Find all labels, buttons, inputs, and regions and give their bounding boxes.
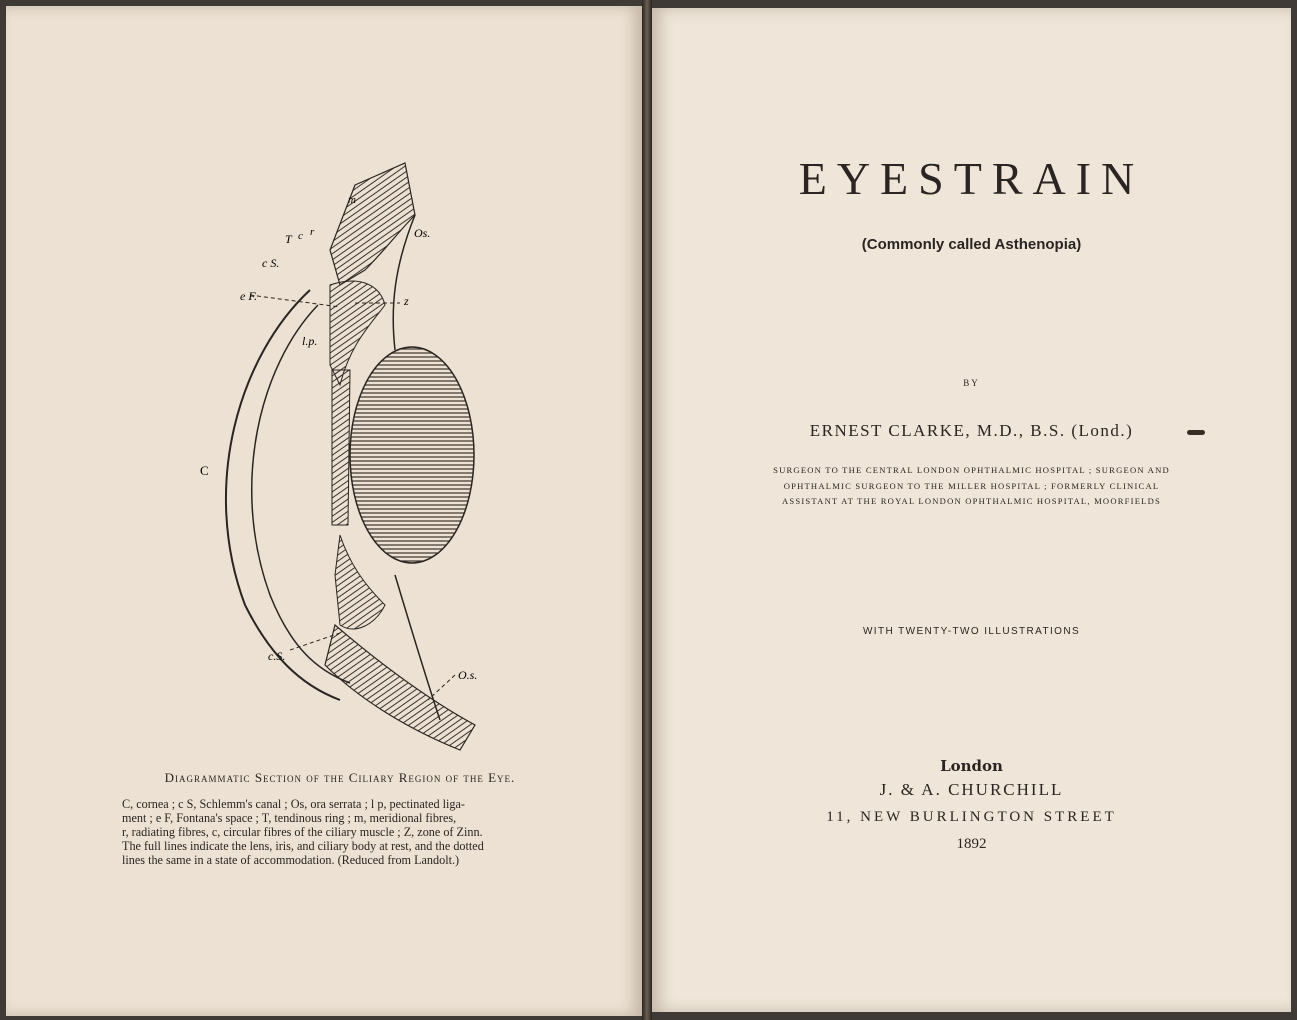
affiliation-line: SURGEON TO THE CENTRAL LONDON OPHTHALMIC HOSPITAL ; SURGEON AND xyxy=(773,465,1170,475)
leader-os-bottom xyxy=(428,675,455,700)
ink-blot xyxy=(1187,430,1205,435)
label-c-cornea: C xyxy=(200,463,209,478)
label-lp: l.p. xyxy=(302,334,318,348)
sclera-band-top xyxy=(330,163,415,285)
affiliation-line: OPHTHALMIC SURGEON TO THE MILLER HOSPITAL ; FORMERLY CLINICAL xyxy=(783,480,1160,491)
book-gutter xyxy=(642,0,652,1020)
publisher-name: J. & A. CHURCHILL xyxy=(879,780,1064,799)
label-m: m xyxy=(348,194,356,206)
iris xyxy=(332,370,350,525)
lens xyxy=(350,347,474,563)
label-os-top: Os. xyxy=(414,226,431,240)
cornea-outer xyxy=(226,290,340,700)
label-cs-top: c S. xyxy=(262,256,280,270)
caption-line: The full lines indicate the lens, iris, and ciliary body at rest, and the dotted xyxy=(122,839,484,853)
ciliary-body-bottom xyxy=(335,535,385,629)
author-affiliation xyxy=(652,463,1291,510)
publication-year: 1892 xyxy=(956,836,987,852)
figure-caption-body xyxy=(122,797,566,867)
publication-place: London xyxy=(940,757,1003,775)
affiliation-line: ASSISTANT AT THE ROYAL LONDON OPHTHALMIC HOSPITAL, MOORFIELDS xyxy=(782,496,1161,506)
caption-line: C, cornea ; c S, Schlemm's canal ; Os, ora serrata ; l p, pectinated liga- xyxy=(122,797,465,811)
caption-line: r, radiating fibres, c, circular fibres of the ciliary muscle ; Z, zone of Zinn. xyxy=(122,825,483,839)
label-c-small: c xyxy=(298,230,303,242)
by-line: BY xyxy=(963,378,980,388)
sclera-band-bottom xyxy=(325,625,478,750)
ciliary-region-diagram xyxy=(190,155,490,755)
label-ef: e F. xyxy=(240,289,258,303)
illustrations-note: WITH TWENTY-TWO ILLUSTRATIONS xyxy=(862,626,1081,637)
label-cs-bottom: c.S. xyxy=(268,649,286,663)
book-subtitle: (Commonly called Asthenopia) xyxy=(861,236,1082,253)
figure-caption-title: Diagrammatic Section of the Ciliary Region of the Eye. xyxy=(164,770,516,785)
publisher-address: 11, NEW BURLINGTON STREET xyxy=(826,809,1117,825)
caption-line: lines the same in a state of accommodation. (Reduced from Landolt.) xyxy=(122,853,460,867)
caption-line: ment ; e F, Fontana's space ; T, tendinous ring ; m, meridional fibres, xyxy=(122,811,457,825)
label-r: r xyxy=(310,226,315,238)
label-t: T xyxy=(285,232,292,246)
label-os-bottom: O.s. xyxy=(458,668,478,682)
book-title: EYESTRAIN xyxy=(798,153,1145,204)
label-z: z xyxy=(404,294,409,308)
author-name: ERNEST CLARKE, M.D., B.S. (Lond.) xyxy=(809,421,1134,440)
